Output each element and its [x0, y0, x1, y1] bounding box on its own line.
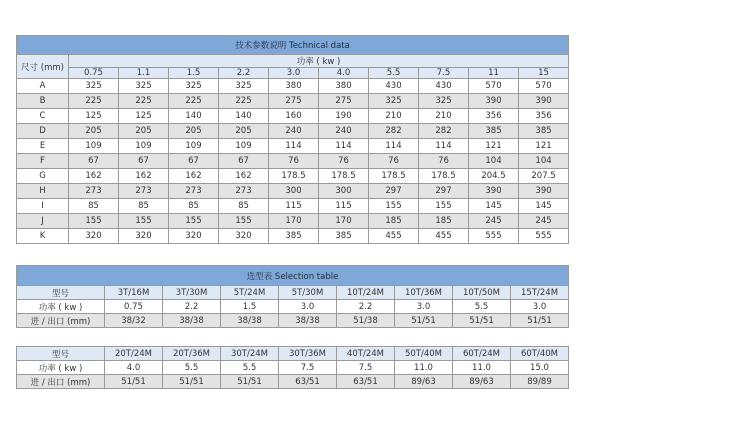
table-row [17, 154, 569, 169]
power-cell: 3.0 [395, 300, 453, 314]
dimension-value: 210 [369, 109, 419, 124]
dimension-label: F [17, 154, 69, 169]
power-value-header: 1.5 [169, 68, 219, 79]
dimension-value: 356 [519, 109, 569, 124]
dimension-value: 178.5 [369, 169, 419, 184]
port-cell: 51/51 [163, 375, 221, 389]
dimension-value: 455 [369, 229, 419, 244]
power-cell: 5.5 [453, 300, 511, 314]
port-row-label: 进 / 出口 (mm) [17, 314, 105, 328]
dimension-value: 125 [69, 109, 119, 124]
dimension-value: 114 [419, 139, 469, 154]
dimension-value: 385 [519, 124, 569, 139]
dimension-value: 320 [69, 229, 119, 244]
dimension-value: 245 [519, 214, 569, 229]
dimension-value: 76 [419, 154, 469, 169]
table-row [17, 214, 569, 229]
dimension-value: 390 [519, 184, 569, 199]
power-cell: 3.0 [511, 300, 569, 314]
dimension-value: 85 [119, 199, 169, 214]
model-cell: 15T/24M [511, 286, 569, 300]
power-value-header: 4.0 [319, 68, 369, 79]
model-cell: 3T/30M [163, 286, 221, 300]
dimension-label: B [17, 94, 69, 109]
port-cell: 38/38 [163, 314, 221, 328]
dimension-value: 385 [269, 229, 319, 244]
dimension-label: G [17, 169, 69, 184]
port-cell: 51/51 [511, 314, 569, 328]
dimension-value: 85 [169, 199, 219, 214]
technical-data-body [17, 79, 569, 244]
dimension-value: 455 [419, 229, 469, 244]
dimension-value: 380 [269, 79, 319, 94]
dimension-value: 555 [519, 229, 569, 244]
dimension-value: 115 [319, 199, 369, 214]
dimension-value: 282 [419, 124, 469, 139]
dimension-value: 325 [369, 94, 419, 109]
dimension-value: 390 [519, 94, 569, 109]
port-row-label: 进 / 出口 (mm) [17, 375, 105, 389]
dimension-value: 380 [319, 79, 369, 94]
power-cell: 11.0 [395, 361, 453, 375]
dimension-value: 390 [469, 94, 519, 109]
table-row [17, 199, 569, 214]
port-cell: 89/63 [453, 375, 511, 389]
power-label: 功率 ( kw ) [69, 55, 569, 68]
dimension-value: 205 [119, 124, 169, 139]
port-cell: 51/51 [395, 314, 453, 328]
dimension-value: 170 [319, 214, 369, 229]
dimension-value: 178.5 [319, 169, 369, 184]
dimension-value: 67 [169, 154, 219, 169]
dimension-value: 273 [219, 184, 269, 199]
selection-table [16, 265, 569, 328]
technical-data-title: 技术参数说明 Technical data [17, 36, 569, 55]
dimension-value: 225 [219, 94, 269, 109]
port-cell: 63/51 [337, 375, 395, 389]
dimension-label: J [17, 214, 69, 229]
power-row [17, 361, 569, 375]
model-row [17, 347, 569, 361]
port-row [17, 314, 569, 328]
dimension-label: I [17, 199, 69, 214]
dimension-value: 282 [369, 124, 419, 139]
port-cell: 38/38 [279, 314, 337, 328]
dimension-value: 297 [419, 184, 469, 199]
dimension-value: 145 [469, 199, 519, 214]
table-row [17, 229, 569, 244]
model-cell: 40T/24M [337, 347, 395, 361]
dimension-value: 325 [219, 79, 269, 94]
power-cell: 4.0 [105, 361, 163, 375]
power-value-header: 3.0 [269, 68, 319, 79]
model-cell: 20T/24M [105, 347, 163, 361]
power-value-header: 1.1 [119, 68, 169, 79]
dimension-value: 140 [169, 109, 219, 124]
power-cell: 2.2 [163, 300, 221, 314]
port-cell: 63/51 [279, 375, 337, 389]
dimension-value: 104 [469, 154, 519, 169]
size-label: 尺寸 (mm) [17, 55, 69, 79]
power-cell: 11.0 [453, 361, 511, 375]
power-row-label: 功率 ( kw ) [17, 300, 105, 314]
table-row [17, 109, 569, 124]
dimension-value: 109 [119, 139, 169, 154]
table-row [17, 124, 569, 139]
dimension-value: 162 [119, 169, 169, 184]
model-cell: 50T/40M [395, 347, 453, 361]
dimension-value: 109 [219, 139, 269, 154]
dimension-value: 225 [169, 94, 219, 109]
port-cell: 38/38 [221, 314, 279, 328]
dimension-value: 240 [319, 124, 369, 139]
table-row [17, 94, 569, 109]
dimension-value: 185 [419, 214, 469, 229]
dimension-value: 210 [419, 109, 469, 124]
dimension-value: 245 [469, 214, 519, 229]
model-cell: 60T/24M [453, 347, 511, 361]
dimension-value: 240 [269, 124, 319, 139]
selection-table-title: 选型表 Selection table [17, 266, 569, 286]
dimension-value: 155 [69, 214, 119, 229]
dimension-value: 225 [69, 94, 119, 109]
model-cell: 5T/30M [279, 286, 337, 300]
model-cell: 20T/36M [163, 347, 221, 361]
dimension-value: 155 [219, 214, 269, 229]
port-cell: 89/63 [395, 375, 453, 389]
dimension-value: 109 [69, 139, 119, 154]
dimension-value: 76 [269, 154, 319, 169]
model-label: 型号 [17, 286, 105, 300]
table-row [17, 184, 569, 199]
power-row-label: 功率 ( kw ) [17, 361, 105, 375]
dimension-value: 390 [469, 184, 519, 199]
model-cell: 30T/36M [279, 347, 337, 361]
dimension-value: 178.5 [419, 169, 469, 184]
dimension-value: 115 [269, 199, 319, 214]
dimension-value: 155 [419, 199, 469, 214]
model-cell: 10T/24M [337, 286, 395, 300]
dimension-value: 67 [219, 154, 269, 169]
dimension-value: 85 [69, 199, 119, 214]
dimension-value: 297 [369, 184, 419, 199]
dimension-value: 162 [219, 169, 269, 184]
dimension-value: 430 [369, 79, 419, 94]
power-cell: 1.5 [221, 300, 279, 314]
dimension-value: 225 [119, 94, 169, 109]
dimension-value: 320 [219, 229, 269, 244]
dimension-value: 178.5 [269, 169, 319, 184]
power-cell: 5.5 [163, 361, 221, 375]
dimension-value: 205 [169, 124, 219, 139]
dimension-value: 185 [369, 214, 419, 229]
model-cell: 60T/40M [511, 347, 569, 361]
dimension-value: 155 [169, 214, 219, 229]
dimension-value: 570 [469, 79, 519, 94]
dimension-label: C [17, 109, 69, 124]
dimension-value: 145 [519, 199, 569, 214]
dimension-value: 385 [469, 124, 519, 139]
dimension-value: 430 [419, 79, 469, 94]
power-value-header: 11 [469, 68, 519, 79]
dimension-value: 325 [169, 79, 219, 94]
model-row [17, 286, 569, 300]
dimension-value: 320 [169, 229, 219, 244]
dimension-value: 140 [219, 109, 269, 124]
power-cell: 3.0 [279, 300, 337, 314]
model-cell: 5T/24M [221, 286, 279, 300]
dimension-value: 356 [469, 109, 519, 124]
dimension-label: K [17, 229, 69, 244]
power-value-header: 0.75 [69, 68, 119, 79]
dimension-label: D [17, 124, 69, 139]
selection-table-2 [16, 346, 569, 389]
power-value-header: 5.5 [369, 68, 419, 79]
dimension-value: 204.5 [469, 169, 519, 184]
model-cell: 3T/16M [105, 286, 163, 300]
dimension-value: 109 [169, 139, 219, 154]
dimension-value: 205 [219, 124, 269, 139]
dimension-value: 162 [169, 169, 219, 184]
port-cell: 89/89 [511, 375, 569, 389]
table-row [17, 79, 569, 94]
dimension-value: 207.5 [519, 169, 569, 184]
dimension-value: 275 [269, 94, 319, 109]
dimension-value: 121 [469, 139, 519, 154]
dimension-value: 155 [369, 199, 419, 214]
power-value-header: 15 [519, 68, 569, 79]
table-row [17, 139, 569, 154]
dimension-value: 104 [519, 154, 569, 169]
dimension-value: 190 [319, 109, 369, 124]
dimension-value: 273 [169, 184, 219, 199]
dimension-value: 300 [319, 184, 369, 199]
dimension-value: 114 [269, 139, 319, 154]
dimension-value: 155 [119, 214, 169, 229]
dimension-value: 125 [119, 109, 169, 124]
model-label: 型号 [17, 347, 105, 361]
dimension-value: 385 [319, 229, 369, 244]
dimension-value: 121 [519, 139, 569, 154]
technical-data-table [16, 35, 569, 244]
dimension-value: 160 [269, 109, 319, 124]
dimension-value: 76 [369, 154, 419, 169]
power-values-row [17, 68, 569, 79]
port-cell: 38/32 [105, 314, 163, 328]
dimension-value: 205 [69, 124, 119, 139]
power-value-header: 7.5 [419, 68, 469, 79]
dimension-value: 325 [119, 79, 169, 94]
model-cell: 10T/36M [395, 286, 453, 300]
dimension-label: E [17, 139, 69, 154]
dimension-value: 275 [319, 94, 369, 109]
table-row [17, 169, 569, 184]
dimension-value: 325 [419, 94, 469, 109]
dimension-value: 67 [119, 154, 169, 169]
power-cell: 7.5 [337, 361, 395, 375]
dimension-label: A [17, 79, 69, 94]
dimension-value: 162 [69, 169, 119, 184]
power-cell: 7.5 [279, 361, 337, 375]
port-cell: 51/38 [337, 314, 395, 328]
port-cell: 51/51 [105, 375, 163, 389]
power-cell: 15.0 [511, 361, 569, 375]
power-row [17, 300, 569, 314]
dimension-value: 555 [469, 229, 519, 244]
power-cell: 5.5 [221, 361, 279, 375]
dimension-label: H [17, 184, 69, 199]
dimension-value: 325 [69, 79, 119, 94]
port-cell: 51/51 [221, 375, 279, 389]
dimension-value: 114 [369, 139, 419, 154]
dimension-value: 320 [119, 229, 169, 244]
dimension-value: 114 [319, 139, 369, 154]
dimension-value: 76 [319, 154, 369, 169]
power-cell: 0.75 [105, 300, 163, 314]
model-cell: 30T/24M [221, 347, 279, 361]
power-cell: 2.2 [337, 300, 395, 314]
dimension-value: 170 [269, 214, 319, 229]
dimension-value: 273 [119, 184, 169, 199]
power-value-header: 2.2 [219, 68, 269, 79]
dimension-value: 85 [219, 199, 269, 214]
model-cell: 10T/50M [453, 286, 511, 300]
dimension-value: 300 [269, 184, 319, 199]
dimension-value: 67 [69, 154, 119, 169]
dimension-value: 570 [519, 79, 569, 94]
port-cell: 51/51 [453, 314, 511, 328]
dimension-value: 273 [69, 184, 119, 199]
port-row [17, 375, 569, 389]
